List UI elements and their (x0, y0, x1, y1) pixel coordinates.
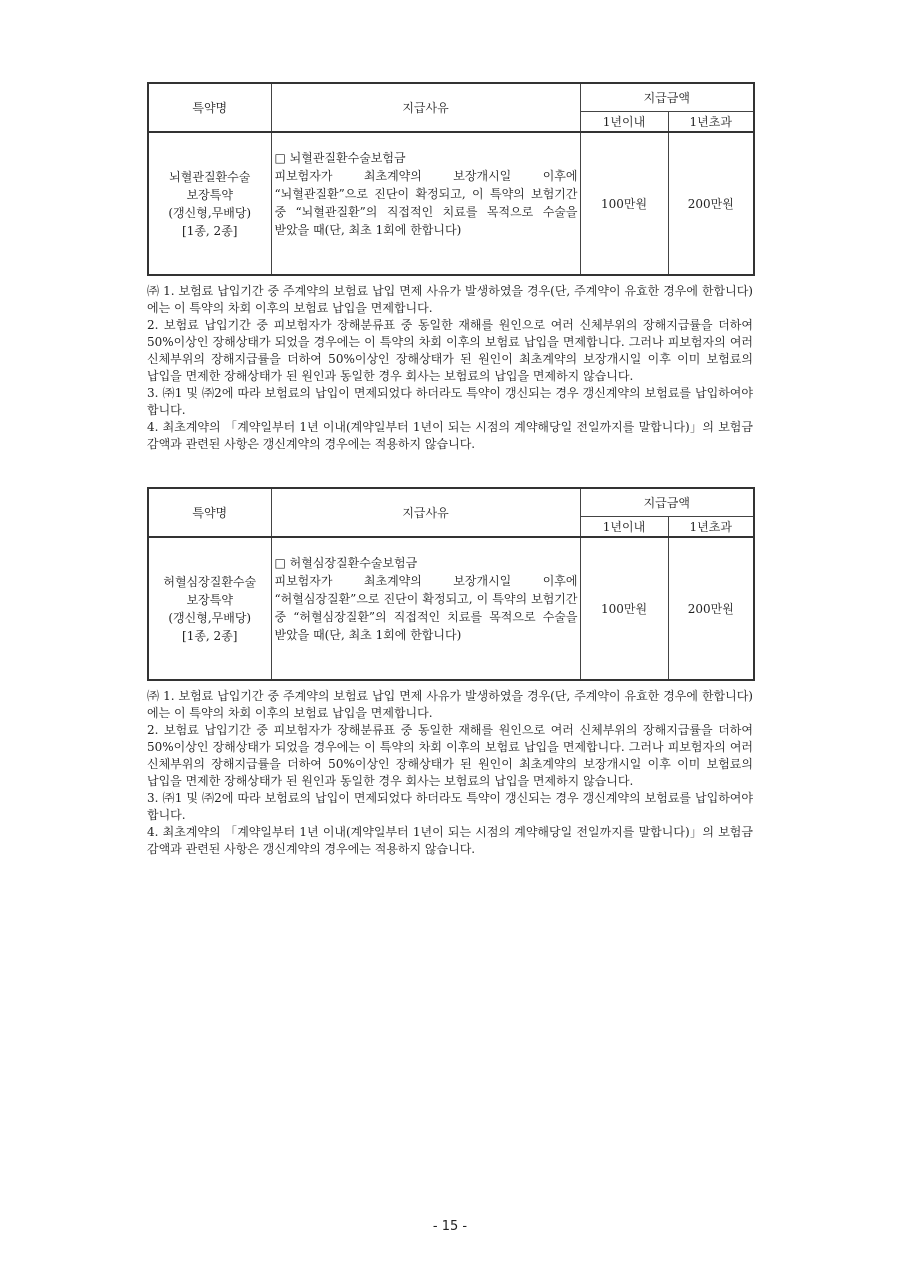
rider-section-cerebrovascular (147, 82, 753, 453)
header-rider-name: 특약명 (148, 488, 271, 537)
rider-section-ischemic-heart (147, 487, 753, 858)
note-item: 2. 보험료 납입기간 중 피보험자가 장해분류표 중 동일한 재해를 원인으로 여러 신체부위의 장해지급률을 더하여 50%이상인 장해상태가 되었을 경우에는 이 특약의 차회 이후의 보험료 납입을 면제합니다. 그러나 피보험자의 여러 신체부위의 장해지급률을 더하여 50%이상인 장해상태가 된 원인이 최초계약의 보장개시일 이후 이미 보험료의 납입을 면제한 장해상태가 된 원인과 동일한 경우 회사는 보험료의 납입을 면제하지 않습니다. (147, 318, 753, 383)
header-reason: 지급사유 (271, 488, 580, 537)
header-over-1-year: 1년초과 (668, 517, 754, 538)
header-over-1-year: 1년초과 (668, 112, 754, 133)
rider-name-line: [1종, 2종] (182, 223, 238, 238)
rider-table (147, 82, 755, 276)
header-amount: 지급금액 (580, 83, 754, 112)
note-item: 3. ㈜1 및 ㈜2에 따라 보험료의 납입이 면제되었다 하더라도 특약이 갱신되는 경우 갱신계약의 보험료를 납입하여야 합니다. (147, 791, 753, 822)
amount-over-1-year: 200만원 (668, 537, 754, 680)
amount-within-1-year: 100만원 (580, 132, 668, 275)
benefit-text: 피보험자가 최초계약의 보장개시일 이후에 “뇌혈관질환”으로 진단이 확정되고, 이 특약의 보험기간 중 “뇌혈관질환”의 직접적인 치료를 목적으로 수술을 받았을 때(단, 최초 1회에 한합니다) (274, 169, 578, 237)
reason-cell (271, 537, 580, 680)
table-row (148, 537, 754, 680)
rider-name-cell (148, 132, 271, 275)
reason-cell (271, 132, 580, 275)
page-number: - 15 - (432, 1219, 468, 1234)
benefit-text: 피보험자가 최초계약의 보장개시일 이후에 “허혈심장질환”으로 진단이 확정되고, 이 특약의 보험기간 중 “허혈심장질환”의 직접적인 치료를 목적으로 수술을 받았을 때(단, 최초 1회에 한합니다) (274, 574, 578, 642)
rider-name-line: (갱신형,무배당) (168, 205, 252, 220)
table-row (148, 132, 754, 275)
benefit-title: □ 허혈심장질환수술보험금 (274, 556, 418, 570)
note-item: 3. ㈜1 및 ㈜2에 따라 보험료의 납입이 면제되었다 하더라도 특약이 갱신되는 경우 갱신계약의 보험료를 납입하여야 합니다. (147, 386, 753, 417)
amount-within-1-year: 100만원 (580, 537, 668, 680)
notes-block (147, 283, 753, 453)
header-within-1-year: 1년이내 (580, 112, 668, 133)
note-item: ㈜ 1. 보험료 납입기간 중 주계약의 보험료 납입 면제 사유가 발생하였을 경우(단, 주계약이 유효한 경우에 한합니다)에는 이 특약의 차회 이후의 보험료 납입을 면제합니다. (147, 284, 753, 315)
benefit-title: □ 뇌혈관질환수술보험금 (274, 151, 406, 165)
note-item: 4. 최초계약의 「계약일부터 1년 이내(계약일부터 1년이 되는 시점의 계약해당일 전일까지를 말합니다)」의 보험금 감액과 관련된 사항은 갱신계약의 경우에는 적용하지 않습니다. (147, 420, 753, 451)
rider-name-line: 보장특약 (186, 592, 233, 607)
rider-name-line: [1종, 2종] (182, 628, 238, 643)
rider-name-line: 뇌혈관질환수술 (169, 169, 251, 184)
note-item: ㈜ 1. 보험료 납입기간 중 주계약의 보험료 납입 면제 사유가 발생하였을 경우(단, 주계약이 유효한 경우에 한합니다)에는 이 특약의 차회 이후의 보험료 납입을 면제합니다. (147, 689, 753, 720)
header-reason: 지급사유 (271, 83, 580, 132)
header-rider-name: 특약명 (148, 83, 271, 132)
header-amount: 지급금액 (580, 488, 754, 517)
rider-table (147, 487, 755, 681)
amount-over-1-year: 200만원 (668, 132, 754, 275)
rider-name-line: (갱신형,무배당) (168, 610, 252, 625)
rider-name-line: 허혈심장질환수술 (163, 574, 257, 589)
rider-name-line: 보장특약 (186, 187, 233, 202)
rider-name-cell (148, 537, 271, 680)
notes-block (147, 688, 753, 858)
note-item: 2. 보험료 납입기간 중 피보험자가 장해분류표 중 동일한 재해를 원인으로 여러 신체부위의 장해지급률을 더하여 50%이상인 장해상태가 되었을 경우에는 이 특약의 차회 이후의 보험료 납입을 면제합니다. 그러나 피보험자의 여러 신체부위의 장해지급률을 더하여 50%이상인 장해상태가 된 원인이 최초계약의 보장개시일 이후 이미 보험료의 납입을 면제한 장해상태가 된 원인과 동일한 경우 회사는 보험료의 납입을 면제하지 않습니다. (147, 723, 753, 788)
note-item: 4. 최초계약의 「계약일부터 1년 이내(계약일부터 1년이 되는 시점의 계약해당일 전일까지를 말합니다)」의 보험금 감액과 관련된 사항은 갱신계약의 경우에는 적용하지 않습니다. (147, 825, 753, 856)
header-within-1-year: 1년이내 (580, 517, 668, 538)
